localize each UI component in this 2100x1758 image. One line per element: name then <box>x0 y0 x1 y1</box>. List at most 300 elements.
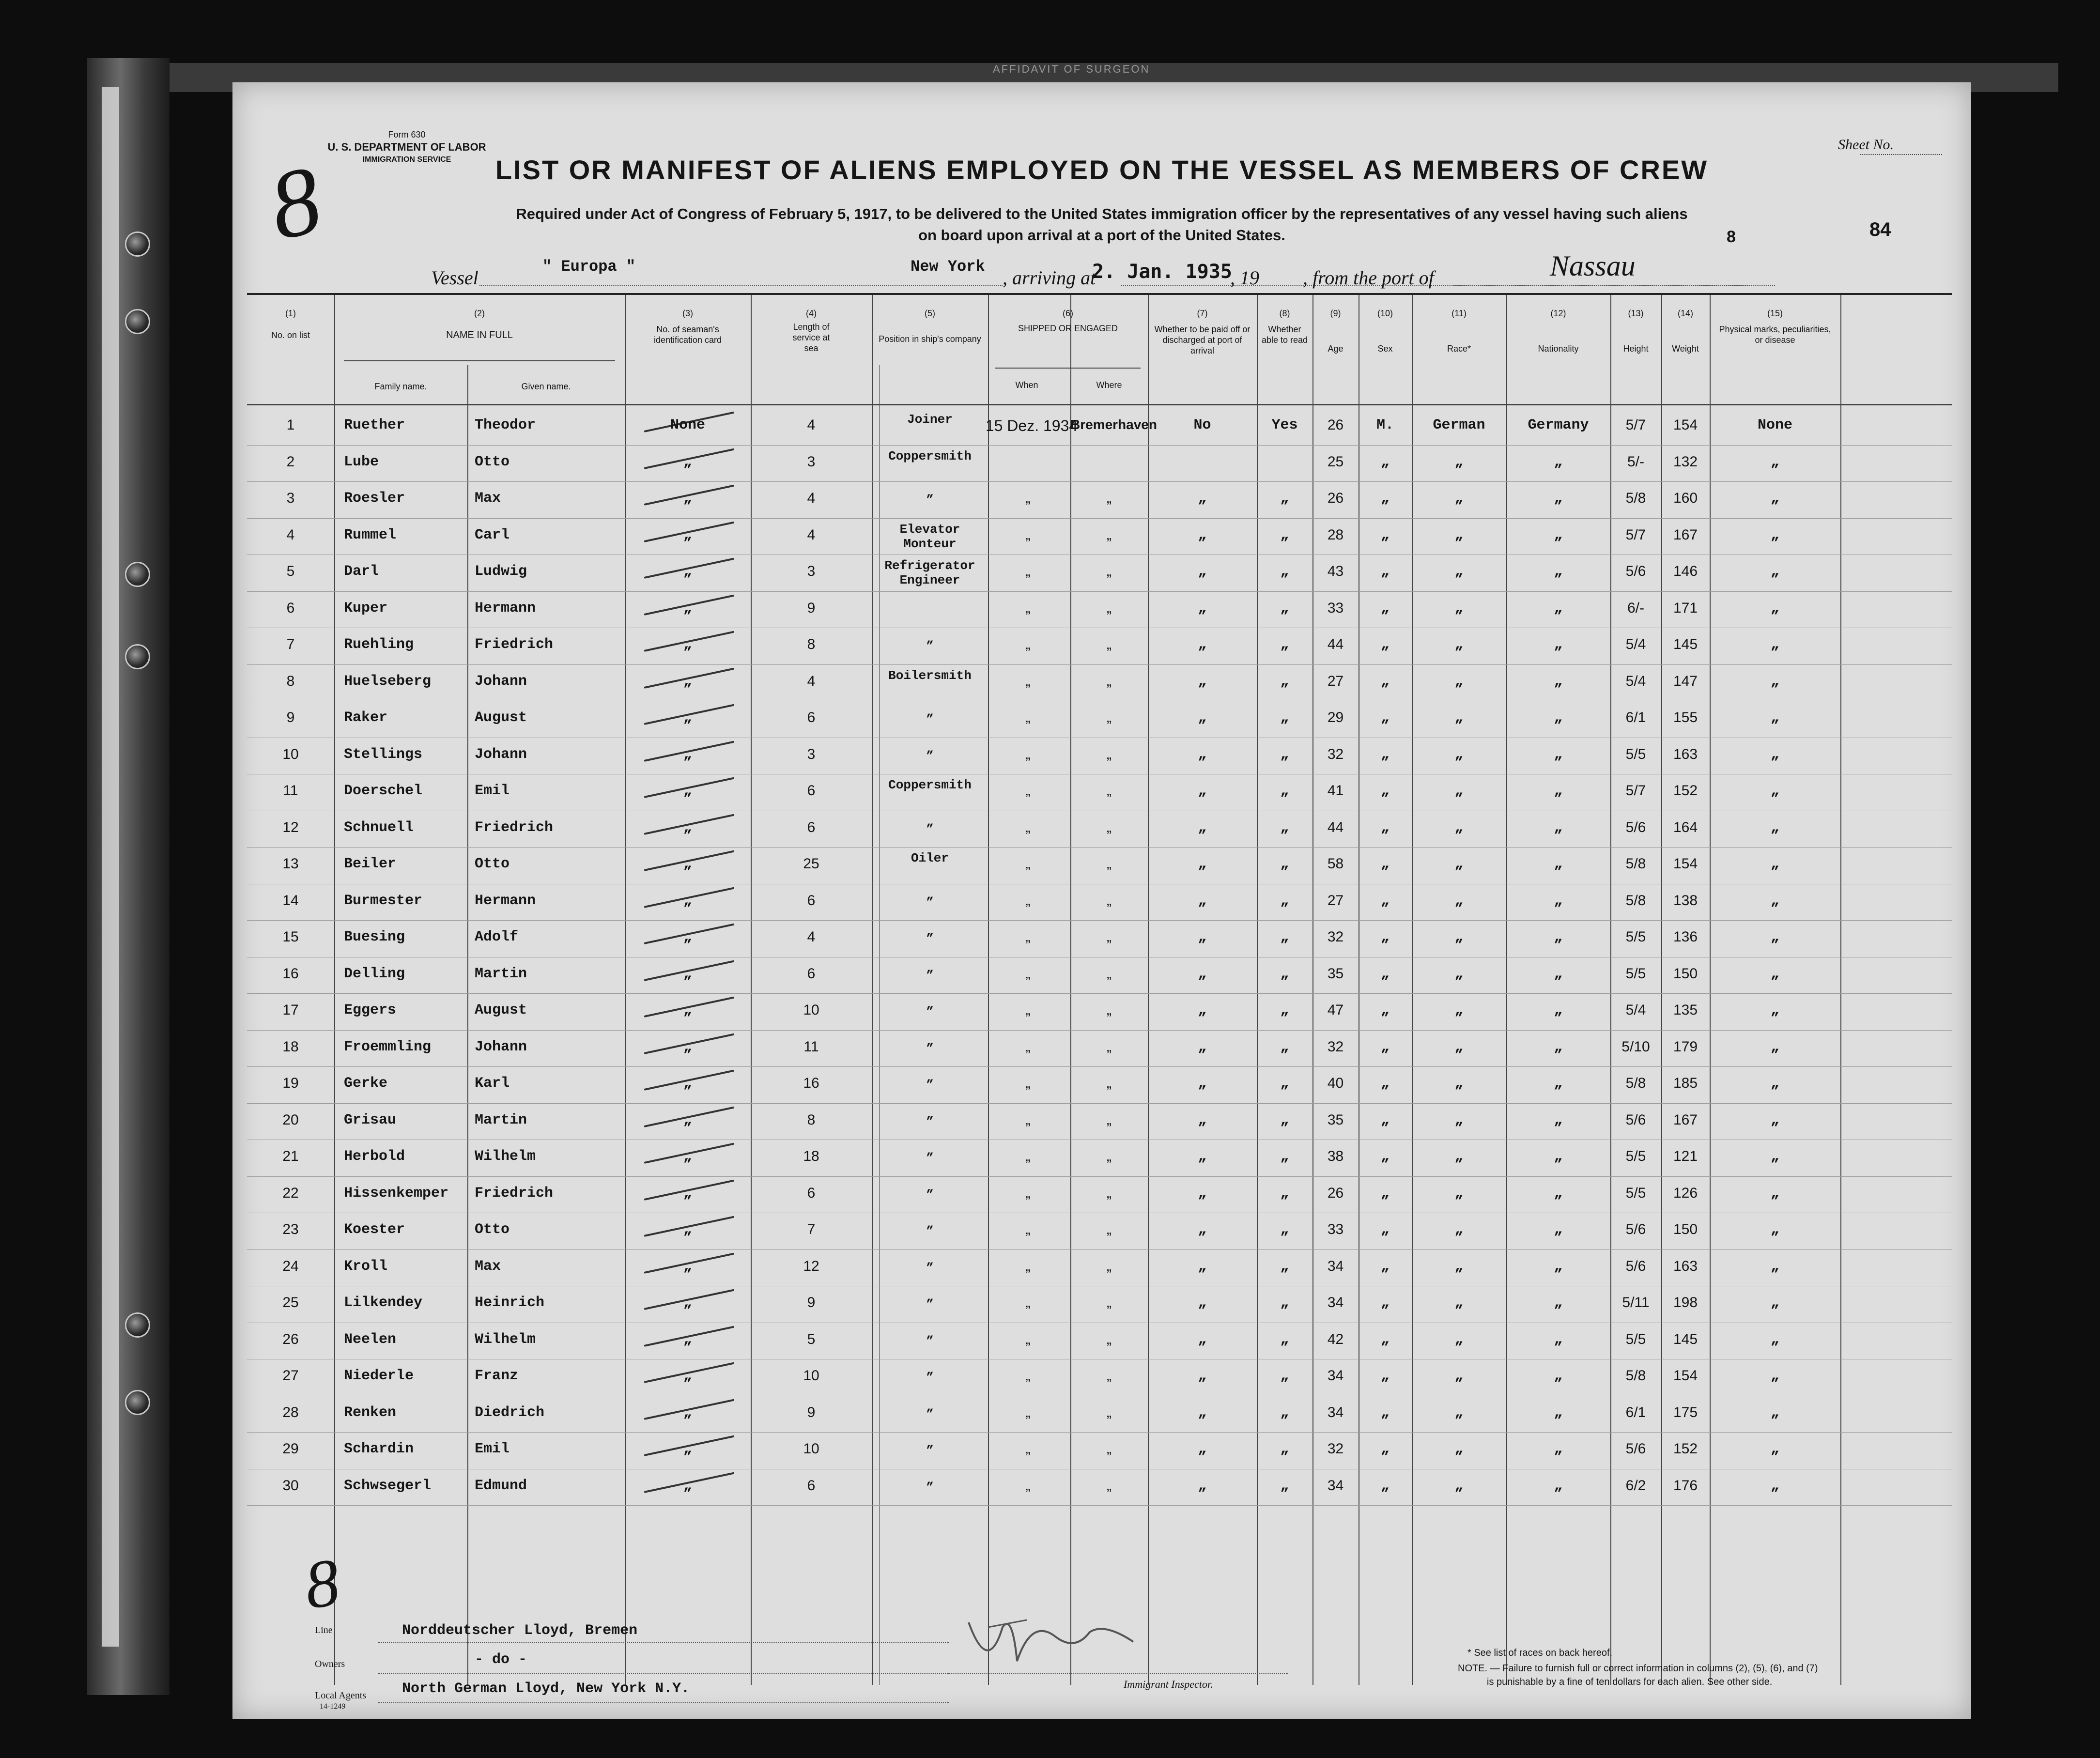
cell-sex: „ <box>1380 1185 1390 1202</box>
cell-nationality: „ <box>1554 709 1563 726</box>
cell-no: 12 <box>282 819 299 835</box>
cell-marks: „ <box>1770 1441 1779 1457</box>
cell-position: „ <box>926 485 934 500</box>
cell-family: Roesler <box>344 490 405 507</box>
header-num: (5) <box>925 308 935 318</box>
header-num: (14) <box>1677 308 1693 318</box>
cell-service: 18 <box>803 1148 819 1164</box>
cell-sex: „ <box>1380 1002 1390 1018</box>
cell-marks: „ <box>1770 1331 1779 1348</box>
cell-when: „ <box>1025 856 1031 872</box>
cell-no: 10 <box>282 746 299 762</box>
cell-read: „ <box>1280 1295 1289 1311</box>
cell-marks: „ <box>1770 526 1779 543</box>
cell-paid-off: „ <box>1198 1148 1207 1165</box>
cell-no: 25 <box>282 1295 299 1311</box>
cell-sex: M. <box>1376 417 1394 433</box>
cell-given: Johann <box>475 673 527 690</box>
cell-family: Gerke <box>344 1075 388 1092</box>
cell-read: „ <box>1280 1221 1289 1238</box>
vessel-name: " Europa " <box>542 258 636 276</box>
cell-paid-off: „ <box>1198 746 1207 763</box>
cell-service: 16 <box>803 1075 819 1091</box>
cell-position: „ <box>926 705 934 719</box>
header-age: Age <box>1328 344 1343 354</box>
cell-race: „ <box>1454 819 1464 836</box>
cell-no: 15 <box>282 929 299 945</box>
cell-race: „ <box>1454 1148 1464 1165</box>
cell-nationality: „ <box>1554 929 1563 945</box>
cell-where: „ <box>1107 1295 1112 1311</box>
cell-card: „ <box>683 1258 692 1275</box>
cell-height: 5/4 <box>1625 673 1646 689</box>
cell-when: „ <box>1025 1258 1031 1274</box>
cell-nationality: „ <box>1554 1148 1563 1165</box>
cell-height: 5/7 <box>1625 417 1646 433</box>
cell-paid-off: „ <box>1198 1002 1207 1018</box>
from-port-line <box>1453 285 1748 286</box>
cell-where: „ <box>1107 709 1112 725</box>
cell-weight: 179 <box>1673 1038 1698 1055</box>
cell-card: „ <box>683 1441 692 1457</box>
cell-marks: „ <box>1770 1477 1779 1494</box>
sheet-right-number: 84 <box>1869 219 1891 240</box>
cell-given: Emil <box>475 783 510 799</box>
cell-read: „ <box>1280 1331 1289 1348</box>
cell-where: „ <box>1107 965 1112 982</box>
cell-no: 17 <box>282 1002 299 1018</box>
row-divider <box>247 1432 1952 1433</box>
cell-height: 5/5 <box>1625 746 1646 762</box>
cell-given: Emil <box>475 1441 510 1457</box>
vessel-name-line <box>479 285 1003 286</box>
cell-race: „ <box>1454 965 1464 982</box>
from-port-label: , from the port of <box>1303 267 1434 289</box>
cell-paid-off: „ <box>1198 1038 1207 1055</box>
cell-where: „ <box>1107 1258 1112 1274</box>
subtitle-line-2: on board upon arrival at a port of the United States. <box>918 227 1285 244</box>
header-nationality: Nationality <box>1538 344 1579 354</box>
cell-age: 58 <box>1327 856 1344 872</box>
cell-race: „ <box>1454 929 1464 945</box>
cell-given: Hermann <box>475 892 536 909</box>
cell-sex: „ <box>1380 1368 1390 1384</box>
cell-read: „ <box>1280 1185 1289 1202</box>
cell-nationality: „ <box>1554 856 1563 872</box>
inspector-signature <box>959 1608 1143 1676</box>
row-divider <box>247 518 1952 519</box>
header-num: (2) <box>474 308 485 318</box>
cell-age: 44 <box>1327 636 1344 652</box>
cell-sex: „ <box>1380 746 1390 763</box>
cell-when: „ <box>1025 526 1031 543</box>
cell-when: 15 Dez. 1934 <box>985 417 1078 434</box>
cell-height: 5/4 <box>1625 636 1646 652</box>
header-family-name: Family name. <box>374 382 427 391</box>
cell-given: Theodor <box>475 417 536 433</box>
cell-paid-off: „ <box>1198 709 1207 726</box>
cell-nationality: „ <box>1554 965 1563 982</box>
header-shipped-or-engaged: SHIPPED OR ENGAGED <box>1018 324 1118 333</box>
cell-family: Raker <box>344 709 388 726</box>
cell-sex: „ <box>1380 1111 1390 1128</box>
cell-where: „ <box>1107 1185 1112 1201</box>
cell-marks: „ <box>1770 1038 1779 1055</box>
cell-no: 22 <box>282 1185 299 1201</box>
cell-where: „ <box>1107 1002 1112 1018</box>
cell-when: „ <box>1025 1111 1031 1128</box>
cell-race: „ <box>1454 1075 1464 1092</box>
header-when: When <box>1015 380 1038 390</box>
cell-read: „ <box>1280 600 1289 617</box>
cell-card: „ <box>683 856 692 872</box>
cell-race: „ <box>1454 1002 1464 1018</box>
cell-marks: „ <box>1770 1148 1779 1165</box>
cell-weight: 163 <box>1673 746 1698 762</box>
cell-race: „ <box>1454 1441 1464 1457</box>
binding-hole-icon <box>125 1390 150 1415</box>
cell-height: 6/- <box>1627 600 1644 616</box>
cell-card: „ <box>683 892 692 909</box>
cell-read: „ <box>1280 856 1289 872</box>
cell-service: 7 <box>807 1221 816 1237</box>
cell-marks: „ <box>1770 819 1779 836</box>
cell-weight: 154 <box>1673 417 1698 433</box>
cell-family: Renken <box>344 1404 397 1421</box>
cell-when: „ <box>1025 819 1031 835</box>
cell-age: 42 <box>1327 1331 1344 1347</box>
cell-race: „ <box>1454 1111 1464 1128</box>
cell-when: „ <box>1025 1185 1031 1201</box>
cell-given: Johann <box>475 1038 527 1055</box>
cell-weight: 198 <box>1673 1295 1698 1311</box>
header-num: (6) <box>1063 308 1073 318</box>
cell-family: Kroll <box>344 1258 388 1275</box>
cell-service: 3 <box>807 746 816 762</box>
cell-no: 2 <box>286 453 295 470</box>
cell-when: „ <box>1025 1404 1031 1420</box>
cell-service: 6 <box>807 783 816 799</box>
cell-no: 29 <box>282 1441 299 1457</box>
service-name: IMMIGRATION SERVICE <box>362 155 451 164</box>
cell-no: 6 <box>286 600 295 616</box>
cell-age: 34 <box>1327 1477 1344 1494</box>
cell-weight: 154 <box>1673 856 1698 872</box>
cell-race: „ <box>1454 892 1464 909</box>
cell-when: „ <box>1025 892 1031 909</box>
cell-position: „ <box>926 1253 934 1268</box>
cell-where: „ <box>1107 1111 1112 1128</box>
arrival-date: 2. Jan. 1935 <box>1092 261 1232 283</box>
cell-height: 5/5 <box>1625 1148 1646 1164</box>
cell-read: „ <box>1280 526 1289 543</box>
cell-read: „ <box>1280 892 1289 909</box>
cell-family: Burmester <box>344 892 423 909</box>
cell-no: 30 <box>282 1477 299 1494</box>
cell-read: „ <box>1280 929 1289 945</box>
cell-given: Hermann <box>475 600 536 617</box>
cell-read: „ <box>1280 1258 1289 1275</box>
cell-height: 5/8 <box>1625 892 1646 909</box>
cell-card: „ <box>683 1368 692 1384</box>
cell-marks: „ <box>1770 709 1779 726</box>
cell-sex: „ <box>1380 600 1390 617</box>
cell-no: 13 <box>282 856 299 872</box>
cell-given: Diedrich <box>475 1404 545 1421</box>
cell-paid-off: „ <box>1198 673 1207 690</box>
cell-no: 3 <box>286 490 295 506</box>
cell-nationality: „ <box>1554 1441 1563 1457</box>
cell-card: „ <box>683 563 692 580</box>
cell-marks: „ <box>1770 1221 1779 1238</box>
cell-given: Max <box>475 490 501 507</box>
cell-service: 10 <box>803 1441 819 1457</box>
cell-card: „ <box>683 929 692 945</box>
cell-marks: None <box>1757 417 1792 433</box>
row-divider <box>247 664 1952 665</box>
cell-given: Ludwig <box>475 563 527 580</box>
cell-card: „ <box>683 1002 692 1018</box>
cell-card: None <box>670 417 705 433</box>
cell-paid-off: „ <box>1198 819 1207 836</box>
cell-height: 5/10 <box>1621 1038 1650 1055</box>
cell-service: 11 <box>803 1038 819 1055</box>
cell-card: „ <box>683 526 692 543</box>
cell-no: 19 <box>282 1075 299 1091</box>
binding-hole-icon <box>125 309 150 334</box>
cell-position: „ <box>926 1033 934 1049</box>
cell-card: „ <box>683 1111 692 1128</box>
cell-position: Coppersmith <box>888 448 972 463</box>
cell-where: „ <box>1107 1441 1112 1457</box>
cell-given: Friedrich <box>475 819 554 836</box>
cell-given: Wilhelm <box>475 1331 536 1348</box>
cell-service: 12 <box>803 1258 819 1274</box>
cell-race: „ <box>1454 673 1464 690</box>
cell-marks: „ <box>1770 453 1779 470</box>
cell-marks: „ <box>1770 1295 1779 1311</box>
header-num: (12) <box>1550 308 1566 318</box>
book-binding <box>87 58 170 1695</box>
cell-given: Otto <box>475 453 510 470</box>
cell-no: 7 <box>286 636 295 652</box>
local-agents-label: Local Agents <box>315 1690 367 1701</box>
cell-position: „ <box>926 1107 934 1122</box>
cell-family: Kuper <box>344 600 388 617</box>
cell-when: „ <box>1025 1002 1031 1018</box>
cell-nationality: „ <box>1554 1185 1563 1202</box>
cell-height: 5/5 <box>1625 1185 1646 1201</box>
cell-given: August <box>475 709 527 726</box>
header-able-to-read: Whether able to read <box>1261 324 1308 345</box>
cell-age: 28 <box>1327 526 1344 543</box>
page-title: LIST OR MANIFEST OF ALIENS EMPLOYED ON THE VESSEL AS MEMBERS OF CREW <box>495 154 1709 185</box>
binding-paper-strip <box>102 87 119 1647</box>
cell-family: Eggers <box>344 1002 397 1018</box>
cell-age: 41 <box>1327 783 1344 799</box>
cell-when: „ <box>1025 1368 1031 1384</box>
cell-height: 6/1 <box>1625 709 1646 725</box>
departure-port: Nassau <box>1550 250 1636 282</box>
year-label: , 19 <box>1230 267 1259 289</box>
cell-height: 5/8 <box>1625 1075 1646 1091</box>
cell-read: „ <box>1280 1002 1289 1018</box>
cell-position: „ <box>926 960 934 975</box>
cell-read: Yes <box>1271 417 1298 433</box>
cell-position: „ <box>926 1436 934 1450</box>
cell-height: 5/6 <box>1625 1111 1646 1128</box>
cell-card: „ <box>683 673 692 690</box>
cell-height: 5/11 <box>1622 1295 1650 1311</box>
cell-age: 27 <box>1327 892 1344 909</box>
cell-nationality: „ <box>1554 1038 1563 1055</box>
cell-where: „ <box>1107 1331 1112 1347</box>
cell-race: „ <box>1454 600 1464 617</box>
cell-sex: „ <box>1380 1331 1390 1348</box>
cell-no: 18 <box>282 1038 299 1055</box>
cell-paid-off: „ <box>1198 856 1207 872</box>
row-divider <box>247 847 1952 848</box>
cell-paid-off: „ <box>1198 1111 1207 1128</box>
cell-no: 1 <box>286 417 295 433</box>
cell-marks: „ <box>1770 1002 1779 1018</box>
note-line-2: is punishable by a fine of ten dollars for each alien. See other side. <box>1487 1677 1773 1687</box>
row-divider <box>247 1249 1952 1250</box>
cell-read: „ <box>1280 783 1289 799</box>
cell-marks: „ <box>1770 673 1779 690</box>
cell-position: „ <box>926 924 934 939</box>
cell-weight: 147 <box>1673 673 1698 689</box>
cell-race: „ <box>1454 1258 1464 1275</box>
cell-sex: „ <box>1380 1075 1390 1092</box>
header-position: Position in ship's company <box>879 334 981 344</box>
cell-sex: „ <box>1380 1038 1390 1055</box>
cell-position: Coppersmith <box>888 778 972 792</box>
cell-where: „ <box>1107 856 1112 872</box>
cell-height: 5/7 <box>1625 783 1646 799</box>
header-no-on-list: No. on list <box>271 330 310 340</box>
cell-where: „ <box>1107 1038 1112 1055</box>
cell-service: 4 <box>807 490 816 506</box>
cell-family: Delling <box>344 965 405 982</box>
header-num: (11) <box>1451 308 1467 318</box>
row-divider <box>247 481 1952 482</box>
cell-when: „ <box>1025 1221 1031 1237</box>
cell-weight: 135 <box>1673 1002 1698 1018</box>
cell-nationality: „ <box>1554 1221 1563 1238</box>
cell-no: 9 <box>286 709 295 725</box>
cell-age: 40 <box>1327 1075 1344 1091</box>
page-subtitle <box>378 203 1826 246</box>
cell-weight: 150 <box>1673 965 1698 982</box>
cell-position: „ <box>926 1290 934 1304</box>
cell-service: 3 <box>807 563 816 579</box>
cell-where: „ <box>1107 1075 1112 1091</box>
cell-marks: „ <box>1770 490 1779 507</box>
cell-paid-off: „ <box>1198 1441 1207 1457</box>
header-length-of-service: Length of service at sea <box>792 322 830 353</box>
cell-no: 16 <box>282 965 299 982</box>
arrival-port: New York <box>911 258 985 276</box>
cell-paid-off: „ <box>1198 1368 1207 1384</box>
cell-race: „ <box>1454 783 1464 799</box>
cell-family: Lilkendey <box>344 1295 423 1311</box>
cell-card: „ <box>683 1185 692 1202</box>
cell-weight: 138 <box>1673 892 1698 909</box>
cell-sex: „ <box>1380 856 1390 872</box>
cell-marks: „ <box>1770 600 1779 617</box>
cell-family: Lube <box>344 453 379 470</box>
cell-paid-off: „ <box>1198 1331 1207 1348</box>
cell-race: „ <box>1454 1295 1464 1311</box>
cell-paid-off: „ <box>1198 600 1207 617</box>
cell-where: „ <box>1107 490 1112 506</box>
header-divider <box>247 404 1952 405</box>
cell-given: Wilhelm <box>475 1148 536 1165</box>
cell-race: „ <box>1454 856 1464 872</box>
cell-weight: 145 <box>1673 636 1698 652</box>
cell-position: „ <box>926 1070 934 1085</box>
cell-family: Huelseberg <box>344 673 432 690</box>
local-agents-value: North German Lloyd, New York N.Y. <box>402 1681 690 1697</box>
cell-height: 5/- <box>1627 453 1644 470</box>
cell-when: „ <box>1025 709 1031 725</box>
cell-no: 8 <box>286 673 295 689</box>
cell-sex: „ <box>1380 1477 1390 1494</box>
cell-weight: 167 <box>1673 526 1698 543</box>
cell-read: „ <box>1280 819 1289 836</box>
header-name-in-full: NAME IN FULL <box>446 330 513 340</box>
cell-read: „ <box>1280 1477 1289 1494</box>
cell-given: Max <box>475 1258 501 1275</box>
cell-sex: „ <box>1380 1258 1390 1275</box>
cell-height: 5/6 <box>1625 563 1646 579</box>
cell-nationality: „ <box>1554 783 1563 799</box>
cell-read: „ <box>1280 1368 1289 1384</box>
cell-paid-off: „ <box>1198 563 1207 580</box>
cell-position: Joiner <box>907 412 953 427</box>
cell-given: Friedrich <box>475 636 554 653</box>
cell-marks: „ <box>1770 1404 1779 1421</box>
cell-weight: 171 <box>1673 600 1698 616</box>
cell-no: 11 <box>283 783 298 799</box>
header-num: (3) <box>682 308 693 318</box>
cell-race: „ <box>1454 563 1464 580</box>
cell-nationality: „ <box>1554 563 1563 580</box>
cell-sex: „ <box>1380 819 1390 836</box>
cell-sex: „ <box>1380 636 1390 653</box>
cell-no: 23 <box>282 1221 299 1237</box>
cell-where: „ <box>1107 819 1112 835</box>
cell-when: „ <box>1025 490 1031 506</box>
cell-when: „ <box>1025 965 1031 982</box>
cell-sex: „ <box>1380 783 1390 799</box>
header-given-name: Given name. <box>521 382 571 391</box>
cell-height: 6/1 <box>1625 1404 1646 1420</box>
agents-rule <box>378 1702 949 1703</box>
cell-position: „ <box>926 887 934 902</box>
cell-card: „ <box>683 453 692 470</box>
cell-weight: 121 <box>1673 1148 1698 1164</box>
cell-race: „ <box>1454 636 1464 653</box>
cell-nationality: „ <box>1554 1331 1563 1348</box>
cell-when: „ <box>1025 636 1031 652</box>
cell-card: „ <box>683 746 692 763</box>
cell-read: „ <box>1280 1111 1289 1128</box>
cell-card: „ <box>683 819 692 836</box>
cell-where: „ <box>1107 526 1112 543</box>
cell-read: „ <box>1280 490 1289 507</box>
